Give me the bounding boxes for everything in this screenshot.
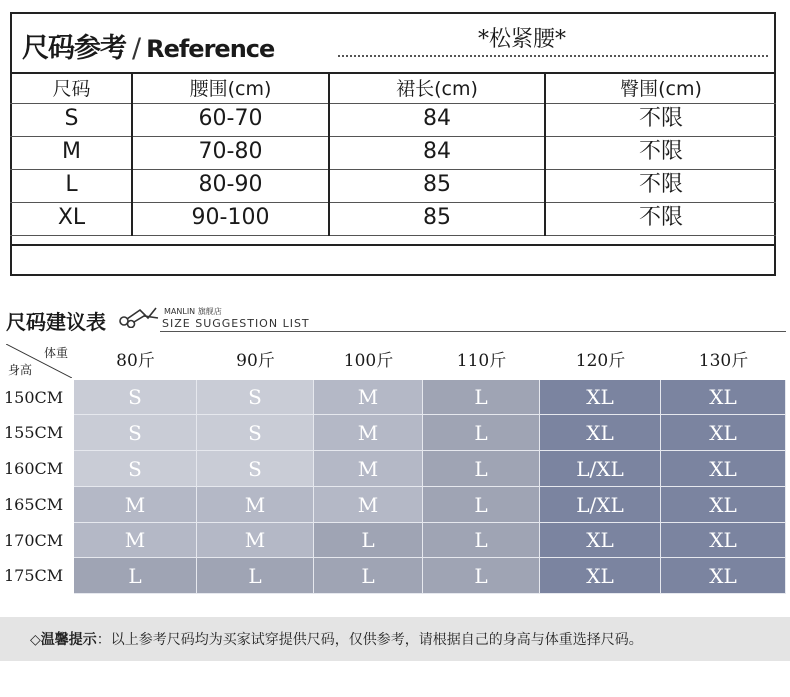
size-cell: S bbox=[197, 380, 314, 415]
reference-cell: M bbox=[62, 139, 81, 164]
weight-header: 120斤 bbox=[575, 351, 626, 371]
size-cell: M bbox=[74, 523, 197, 558]
tip-bar bbox=[0, 617, 790, 661]
reference-cell: S bbox=[64, 106, 79, 131]
size-cell: L bbox=[423, 415, 540, 451]
size-cell: L bbox=[314, 523, 423, 558]
size-cell: L bbox=[423, 487, 540, 523]
reference-cell: 84 bbox=[423, 106, 451, 131]
size-cell: M bbox=[74, 487, 197, 523]
size-cell: S bbox=[74, 380, 197, 415]
reference-cell: 80-90 bbox=[198, 172, 263, 197]
tip-text: ◇温馨提示：以上参考尺码均为买家试穿提供尺码，仅供参考，请根据自己的身高与体重选择尺码。 bbox=[30, 632, 643, 648]
size-cell: L bbox=[314, 558, 423, 594]
brand-label: MANLIN 旗舰店 bbox=[164, 307, 222, 316]
weight-header: 80斤 bbox=[116, 351, 155, 371]
reference-title: 尺码参考 / Reference bbox=[22, 33, 275, 64]
reference-column-header: 裙长(cm) bbox=[396, 78, 478, 100]
height-label: 175CM bbox=[4, 566, 64, 585]
weight-header: 100斤 bbox=[343, 351, 394, 371]
size-cell: L bbox=[423, 380, 540, 415]
size-cell: XL bbox=[661, 415, 786, 451]
size-cell: XL bbox=[661, 487, 786, 523]
table-divider bbox=[10, 244, 776, 246]
size-cell: L bbox=[423, 451, 540, 487]
reference-cell: 60-70 bbox=[198, 106, 263, 131]
size-cell: XL bbox=[540, 380, 661, 415]
suggestion-subtitle: SIZE SUGGESTION LIST bbox=[162, 317, 310, 330]
weight-axis-label: 体重 bbox=[43, 346, 68, 360]
size-cell: L/XL bbox=[540, 487, 661, 523]
height-label: 150CM bbox=[4, 388, 64, 407]
size-cell: S bbox=[197, 415, 314, 451]
elastic-waist-note: *松紧腰* bbox=[478, 27, 567, 52]
height-label: 155CM bbox=[4, 423, 64, 442]
size-cell: XL bbox=[540, 523, 661, 558]
size-cell: M bbox=[314, 487, 423, 523]
reference-cell: 70-80 bbox=[198, 139, 263, 164]
scissors-logo-icon bbox=[118, 306, 160, 328]
height-label: 170CM bbox=[4, 531, 64, 550]
subtitle-rule bbox=[160, 331, 786, 332]
size-cell: M bbox=[314, 415, 423, 451]
reference-column-header: 臀围(cm) bbox=[620, 78, 702, 100]
size-cell: L bbox=[74, 558, 197, 594]
reference-cell: L bbox=[65, 172, 78, 197]
size-cell: XL bbox=[661, 380, 786, 415]
size-cell: L bbox=[423, 558, 540, 594]
size-cell: XL bbox=[540, 558, 661, 594]
size-cell: L bbox=[197, 558, 314, 594]
size-cell: M bbox=[197, 487, 314, 523]
reference-cell: 85 bbox=[423, 172, 451, 197]
height-label: 165CM bbox=[4, 495, 64, 514]
reference-column-header: 腰围(cm) bbox=[189, 78, 272, 100]
reference-cell: 90-100 bbox=[191, 205, 270, 230]
height-axis-label: 身高 bbox=[8, 363, 33, 377]
reference-cell: 不限 bbox=[638, 139, 683, 164]
size-cell: S bbox=[74, 451, 197, 487]
size-cell: XL bbox=[540, 415, 661, 451]
size-cell: M bbox=[197, 523, 314, 558]
weight-header: 110斤 bbox=[456, 351, 507, 371]
size-cell: XL bbox=[661, 558, 786, 594]
size-cell: S bbox=[197, 451, 314, 487]
reference-cell: 84 bbox=[423, 139, 451, 164]
title-dotted-rule bbox=[338, 55, 768, 57]
corner-header bbox=[6, 344, 72, 378]
reference-cell: 85 bbox=[423, 205, 451, 230]
size-cell: M bbox=[314, 380, 423, 415]
weight-header: 90斤 bbox=[236, 351, 275, 371]
reference-cell: 不限 bbox=[638, 106, 683, 131]
size-cell: XL bbox=[661, 523, 786, 558]
reference-column-header: 尺码 bbox=[52, 78, 91, 100]
reference-cell: XL bbox=[57, 205, 86, 230]
size-cell: L bbox=[423, 523, 540, 558]
suggestion-title: 尺码建议表 bbox=[6, 310, 106, 334]
size-cell: S bbox=[74, 415, 197, 451]
table-divider bbox=[10, 235, 776, 236]
weight-header: 130斤 bbox=[698, 351, 749, 371]
size-cell: XL bbox=[661, 451, 786, 487]
size-cell: L/XL bbox=[540, 451, 661, 487]
reference-cell: 不限 bbox=[638, 205, 683, 230]
height-label: 160CM bbox=[4, 459, 64, 478]
size-cell: M bbox=[314, 451, 423, 487]
reference-cell: 不限 bbox=[638, 172, 683, 197]
